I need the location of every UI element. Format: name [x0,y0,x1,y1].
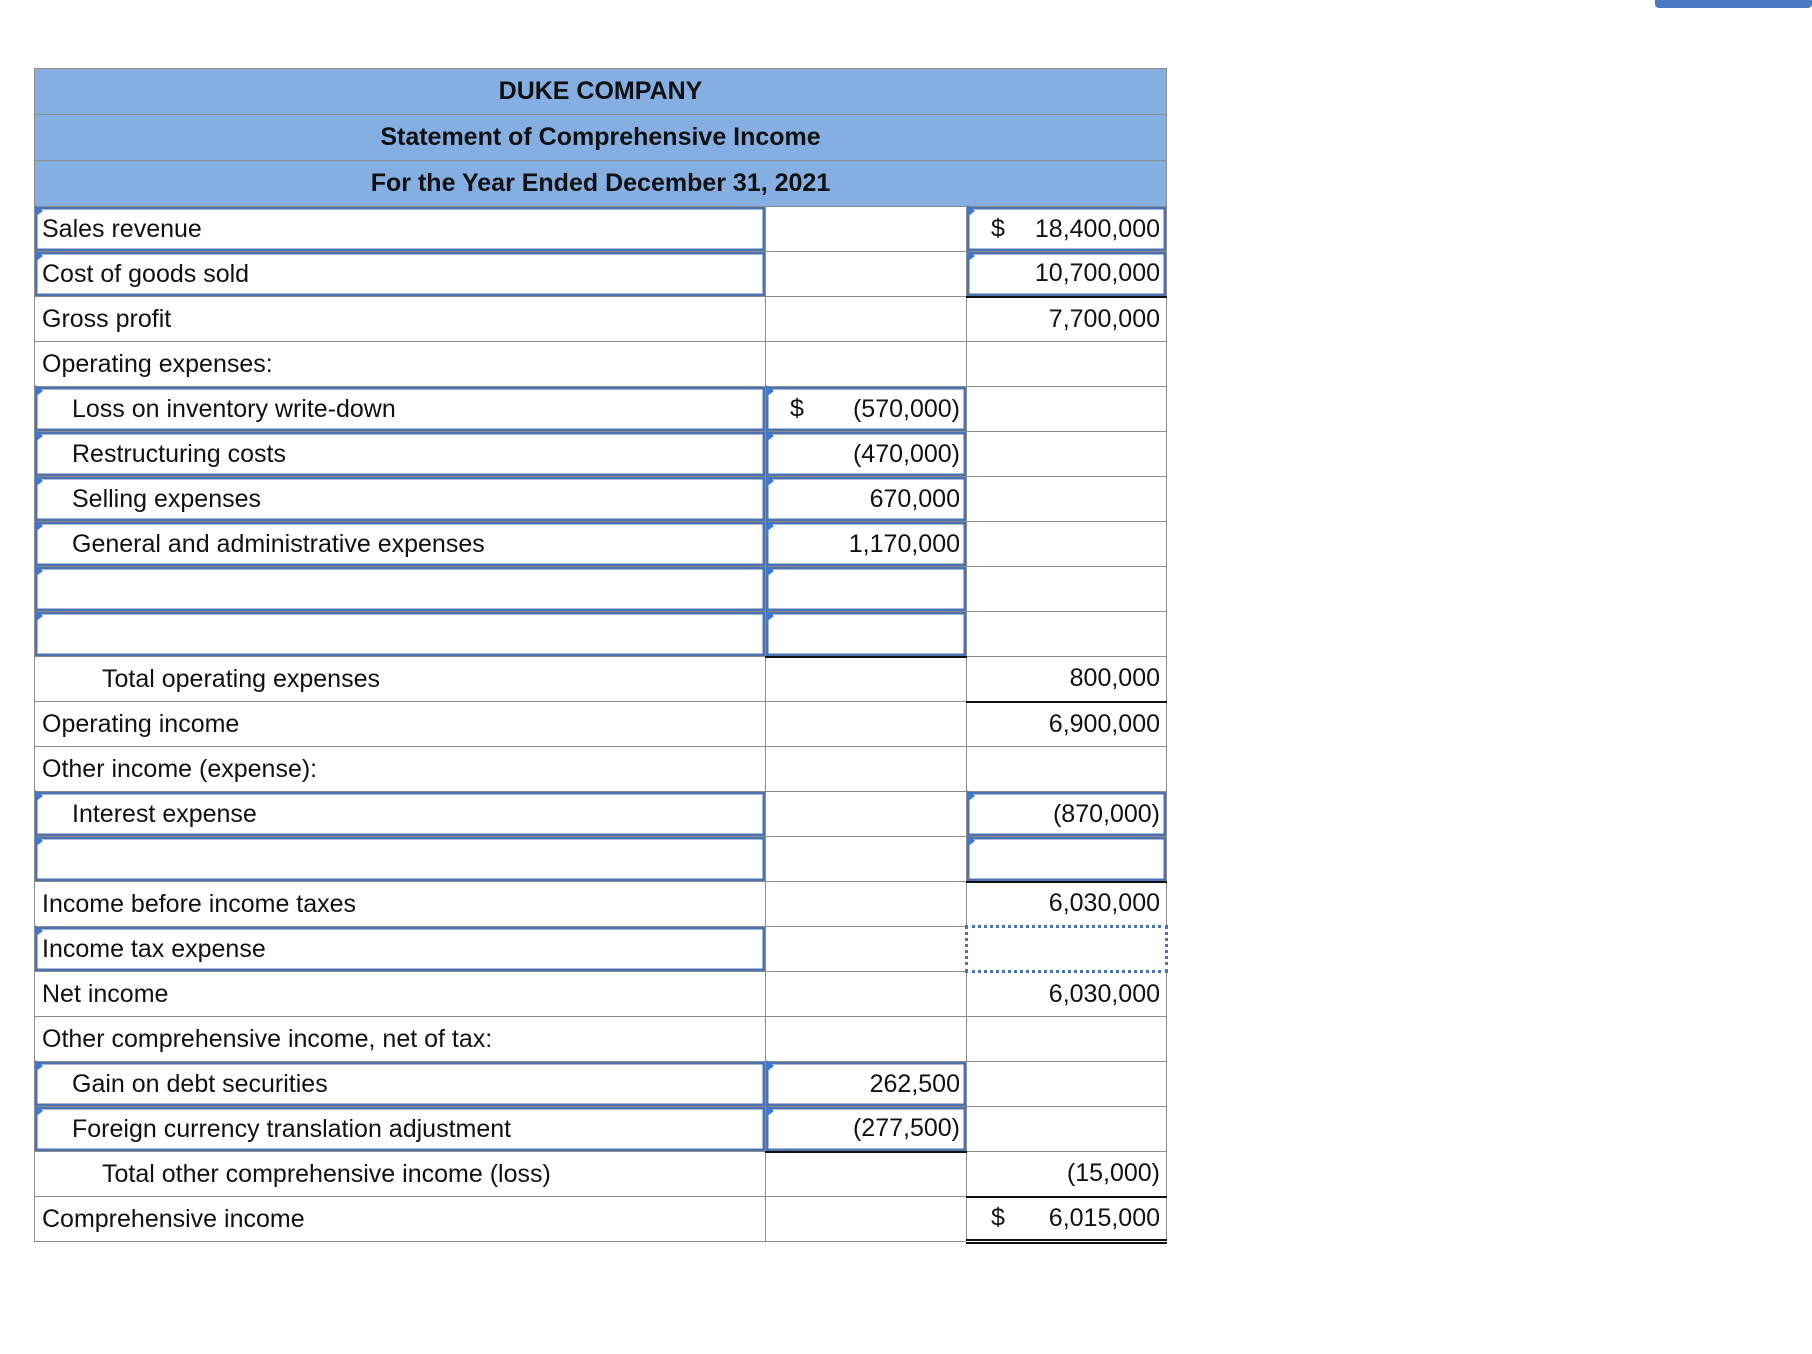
table-row [35,927,1167,972]
row-col3 [967,522,1167,567]
row-amount-input[interactable]: 10,700,000 [967,252,1167,297]
row-col2 [766,747,967,792]
income-statement-table [34,68,1168,1244]
row-label: Total operating expenses [35,657,766,702]
table-row [35,477,1167,522]
row-col2 [766,1017,967,1062]
table-row [35,297,1167,342]
statement-title: Statement of Comprehensive Income [35,115,1167,161]
row-col3 [967,432,1167,477]
row-col3 [967,1062,1167,1107]
dollar-sign: $ [991,214,1005,243]
table-row [35,522,1167,567]
row-col3 [967,1107,1167,1152]
top-accent-bar [1655,0,1812,8]
row-subtotal-input[interactable] [766,567,967,612]
row-label-input[interactable]: Loss on inventory write-down [35,387,766,432]
row-col3 [967,747,1167,792]
row-col3 [967,387,1167,432]
row-subtotal-input[interactable] [766,612,967,657]
row-label-input[interactable]: Income tax expense [35,927,766,972]
row-label: Comprehensive income [35,1197,766,1242]
table-row [35,387,1167,432]
row-col3 [967,1017,1167,1062]
row-col2 [766,297,967,342]
table-row [35,1152,1167,1197]
row-col2 [766,702,967,747]
row-label-input[interactable]: Restructuring costs [35,432,766,477]
row-label: Net income [35,972,766,1017]
row-subtotal-input[interactable]: 1,170,000 [766,522,967,567]
row-amount-input[interactable] [967,837,1167,882]
row-col2 [766,792,967,837]
statement-period: For the Year Ended December 31, 2021 [35,161,1167,207]
row-col2 [766,207,967,252]
row-col3 [967,567,1167,612]
row-label-input[interactable] [35,612,766,657]
table-row [35,702,1167,747]
row-col2 [766,972,967,1017]
table-row [35,252,1167,297]
row-col2 [766,252,967,297]
row-label-input[interactable] [35,837,766,882]
row-label: Operating expenses: [35,342,766,387]
row-label: Other income (expense): [35,747,766,792]
row-label-input[interactable]: Foreign currency translation adjustment [35,1107,766,1152]
row-label-input[interactable] [35,567,766,612]
row-col2 [766,837,967,882]
row-label: Total other comprehensive income (loss) [35,1152,766,1197]
table-row [35,342,1167,387]
row-col2 [766,342,967,387]
row-amount: 800,000 [967,657,1167,702]
row-label-input[interactable]: Interest expense [35,792,766,837]
row-amount: 6,030,000 [967,882,1167,927]
row-label: Other comprehensive income, net of tax: [35,1017,766,1062]
table-row [35,882,1167,927]
row-col2 [766,657,967,702]
row-amount: 6,030,000 [967,972,1167,1017]
row-subtotal-input[interactable]: 262,500 [766,1062,967,1107]
table-row [35,567,1167,612]
table-row [35,792,1167,837]
row-col2 [766,927,967,972]
row-label-input[interactable]: Sales revenue [35,207,766,252]
company-name: DUKE COMPANY [35,69,1167,115]
table-row [35,972,1167,1017]
row-label-input[interactable]: Gain on debt securities [35,1062,766,1107]
income-tax-amount-input[interactable] [967,927,1167,972]
row-col2 [766,882,967,927]
row-label-input[interactable]: Selling expenses [35,477,766,522]
row-label: Gross profit [35,297,766,342]
table-row [35,657,1167,702]
row-col2 [766,1152,967,1197]
row-col3 [967,342,1167,387]
table-row [35,837,1167,882]
row-subtotal-input[interactable]: (277,500) [766,1107,967,1152]
row-subtotal-input[interactable]: 670,000 [766,477,967,522]
row-amount: (15,000) [967,1152,1167,1197]
table-row [35,207,1167,252]
table-row [35,612,1167,657]
row-label: Operating income [35,702,766,747]
table-row [35,1017,1167,1062]
row-amount-input[interactable]: $ 18,400,000 [967,207,1167,252]
table-row [35,432,1167,477]
row-subtotal-input[interactable]: $ (570,000) [766,387,967,432]
row-label: Income before income taxes [35,882,766,927]
row-label-input[interactable]: Cost of goods sold [35,252,766,297]
table-row [35,1062,1167,1107]
row-label-input[interactable]: General and administrative expenses [35,522,766,567]
table-row [35,1197,1167,1242]
row-col3 [967,612,1167,657]
row-amount: 7,700,000 [967,297,1167,342]
row-amount: 6,900,000 [967,702,1167,747]
dollar-sign: $ [991,1203,1005,1232]
row-amount-input[interactable]: (870,000) [967,792,1167,837]
table-row [35,747,1167,792]
table-row [35,1107,1167,1152]
dollar-sign: $ [790,394,804,423]
row-col2 [766,1197,967,1242]
row-col3 [967,477,1167,522]
row-amount: $ 6,015,000 [967,1197,1167,1242]
row-subtotal-input[interactable]: (470,000) [766,432,967,477]
